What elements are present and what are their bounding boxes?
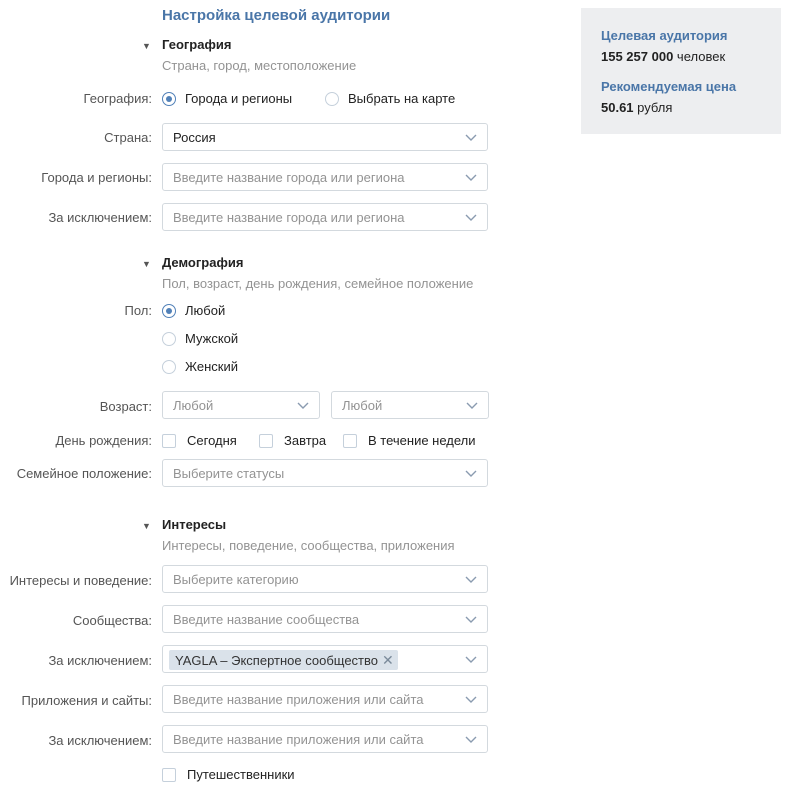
behavior-placeholder: Выберите категорию	[173, 572, 299, 587]
radio-sex-female[interactable]	[162, 360, 176, 374]
checkbox-birthday-week[interactable]	[343, 434, 357, 448]
communities-except-select[interactable]	[162, 645, 488, 673]
chevron-down-icon	[465, 468, 477, 478]
checkbox-birthday-week-label[interactable]: В течение недели	[368, 433, 476, 448]
apps-label: Приложения и сайты:	[21, 693, 152, 708]
chevron-down-icon	[465, 172, 477, 182]
sex-label: Пол:	[124, 303, 152, 318]
chevron-down-icon	[465, 574, 477, 584]
section-title: Демография	[162, 255, 244, 270]
audience-unit: человек	[676, 49, 726, 64]
section-subtitle: Пол, возраст, день рождения, семейное положение	[162, 276, 474, 291]
audience-value	[601, 49, 725, 64]
geo-except-placeholder: Введите название города или региона	[173, 210, 405, 225]
geo-except-label: За исключением:	[48, 210, 152, 225]
audience-label: Целевая аудитория	[601, 28, 728, 43]
cities-label: Города и регионы:	[41, 170, 152, 185]
apps-except-label: За исключением:	[48, 733, 152, 748]
selected-tag	[169, 650, 398, 670]
checkbox-birthday-tomorrow-label[interactable]: Завтра	[284, 433, 327, 448]
age-from-select[interactable]	[162, 391, 320, 419]
radio-choose-on-map-label[interactable]: Выбрать на карте	[348, 91, 456, 106]
chevron-down-icon	[465, 614, 477, 624]
section-subtitle: Страна, город, местоположение	[162, 58, 357, 73]
checkbox-travelers[interactable]	[162, 768, 176, 782]
marital-label: Семейное положение:	[16, 466, 152, 481]
checkbox-travelers-label[interactable]: Путешественники	[187, 767, 295, 782]
country-value: Россия	[173, 130, 216, 145]
birthday-label: День рождения:	[55, 433, 152, 448]
price-value	[601, 100, 672, 115]
chevron-down-icon	[465, 694, 477, 704]
chevron-down-icon	[465, 654, 477, 664]
checkbox-birthday-tomorrow[interactable]	[259, 434, 273, 448]
cities-select[interactable]	[162, 163, 488, 191]
selected-tag-label: YAGLA – Экспертное сообщество	[175, 653, 378, 668]
section-toggle-geography[interactable]	[142, 37, 231, 52]
radio-sex-male[interactable]	[162, 332, 176, 346]
radio-sex-male-label[interactable]: Мужской	[185, 331, 239, 346]
communities-except-label: За исключением:	[48, 653, 152, 668]
age-from-value: Любой	[173, 398, 214, 413]
section-subtitle: Интересы, поведение, сообщества, приложения	[162, 538, 455, 553]
chevron-down-icon	[465, 212, 477, 222]
geo-except-select[interactable]	[162, 203, 488, 231]
page-title: Настройка целевой аудитории	[162, 7, 391, 24]
section-toggle-interests[interactable]	[142, 517, 226, 532]
section-toggle-demography[interactable]	[142, 255, 243, 270]
geo-type-label: География:	[83, 91, 152, 106]
marital-select[interactable]	[162, 459, 488, 487]
radio-sex-female-label[interactable]: Женский	[185, 359, 238, 374]
apps-select[interactable]	[162, 685, 488, 713]
price-label: Рекомендуемая цена	[601, 79, 737, 94]
communities-label: Сообщества:	[72, 613, 152, 628]
communities-placeholder: Введите название сообщества	[173, 612, 360, 627]
triangle-down-icon: ▼	[142, 521, 151, 531]
radio-choose-on-map[interactable]	[325, 92, 339, 106]
chevron-down-icon	[465, 734, 477, 744]
radio-cities-regions-label[interactable]: Города и регионы	[185, 91, 293, 106]
section-title: География	[162, 37, 232, 52]
country-select[interactable]	[162, 123, 488, 151]
price-amount: 50.61	[601, 100, 634, 115]
cities-placeholder: Введите название города или региона	[173, 170, 405, 185]
apps-except-placeholder: Введите название приложения или сайта	[173, 732, 424, 747]
triangle-down-icon: ▼	[142, 259, 151, 269]
age-label: Возраст:	[99, 399, 152, 414]
checkbox-birthday-today[interactable]	[162, 434, 176, 448]
radio-sex-any-label[interactable]: Любой	[185, 303, 226, 318]
chevron-down-icon	[297, 400, 309, 410]
age-to-value: Любой	[342, 398, 383, 413]
radio-sex-any[interactable]	[162, 304, 176, 318]
country-label: Страна:	[104, 130, 152, 145]
checkbox-birthday-today-label[interactable]: Сегодня	[187, 433, 237, 448]
behavior-label: Интересы и поведение:	[9, 573, 152, 588]
marital-placeholder: Выберите статусы	[173, 466, 285, 481]
chevron-down-icon	[466, 400, 478, 410]
close-icon[interactable]: ✕	[382, 652, 394, 668]
price-unit: рубля	[637, 100, 673, 115]
audience-summary-panel	[581, 8, 781, 134]
communities-select[interactable]	[162, 605, 488, 633]
section-title: Интересы	[162, 517, 227, 532]
apps-except-select[interactable]	[162, 725, 488, 753]
chevron-down-icon	[465, 132, 477, 142]
triangle-down-icon: ▼	[142, 41, 151, 51]
age-to-select[interactable]	[331, 391, 489, 419]
apps-placeholder: Введите название приложения или сайта	[173, 692, 424, 707]
audience-count: 155 257 000	[601, 49, 674, 64]
behavior-select[interactable]	[162, 565, 488, 593]
radio-cities-regions[interactable]	[162, 92, 176, 106]
